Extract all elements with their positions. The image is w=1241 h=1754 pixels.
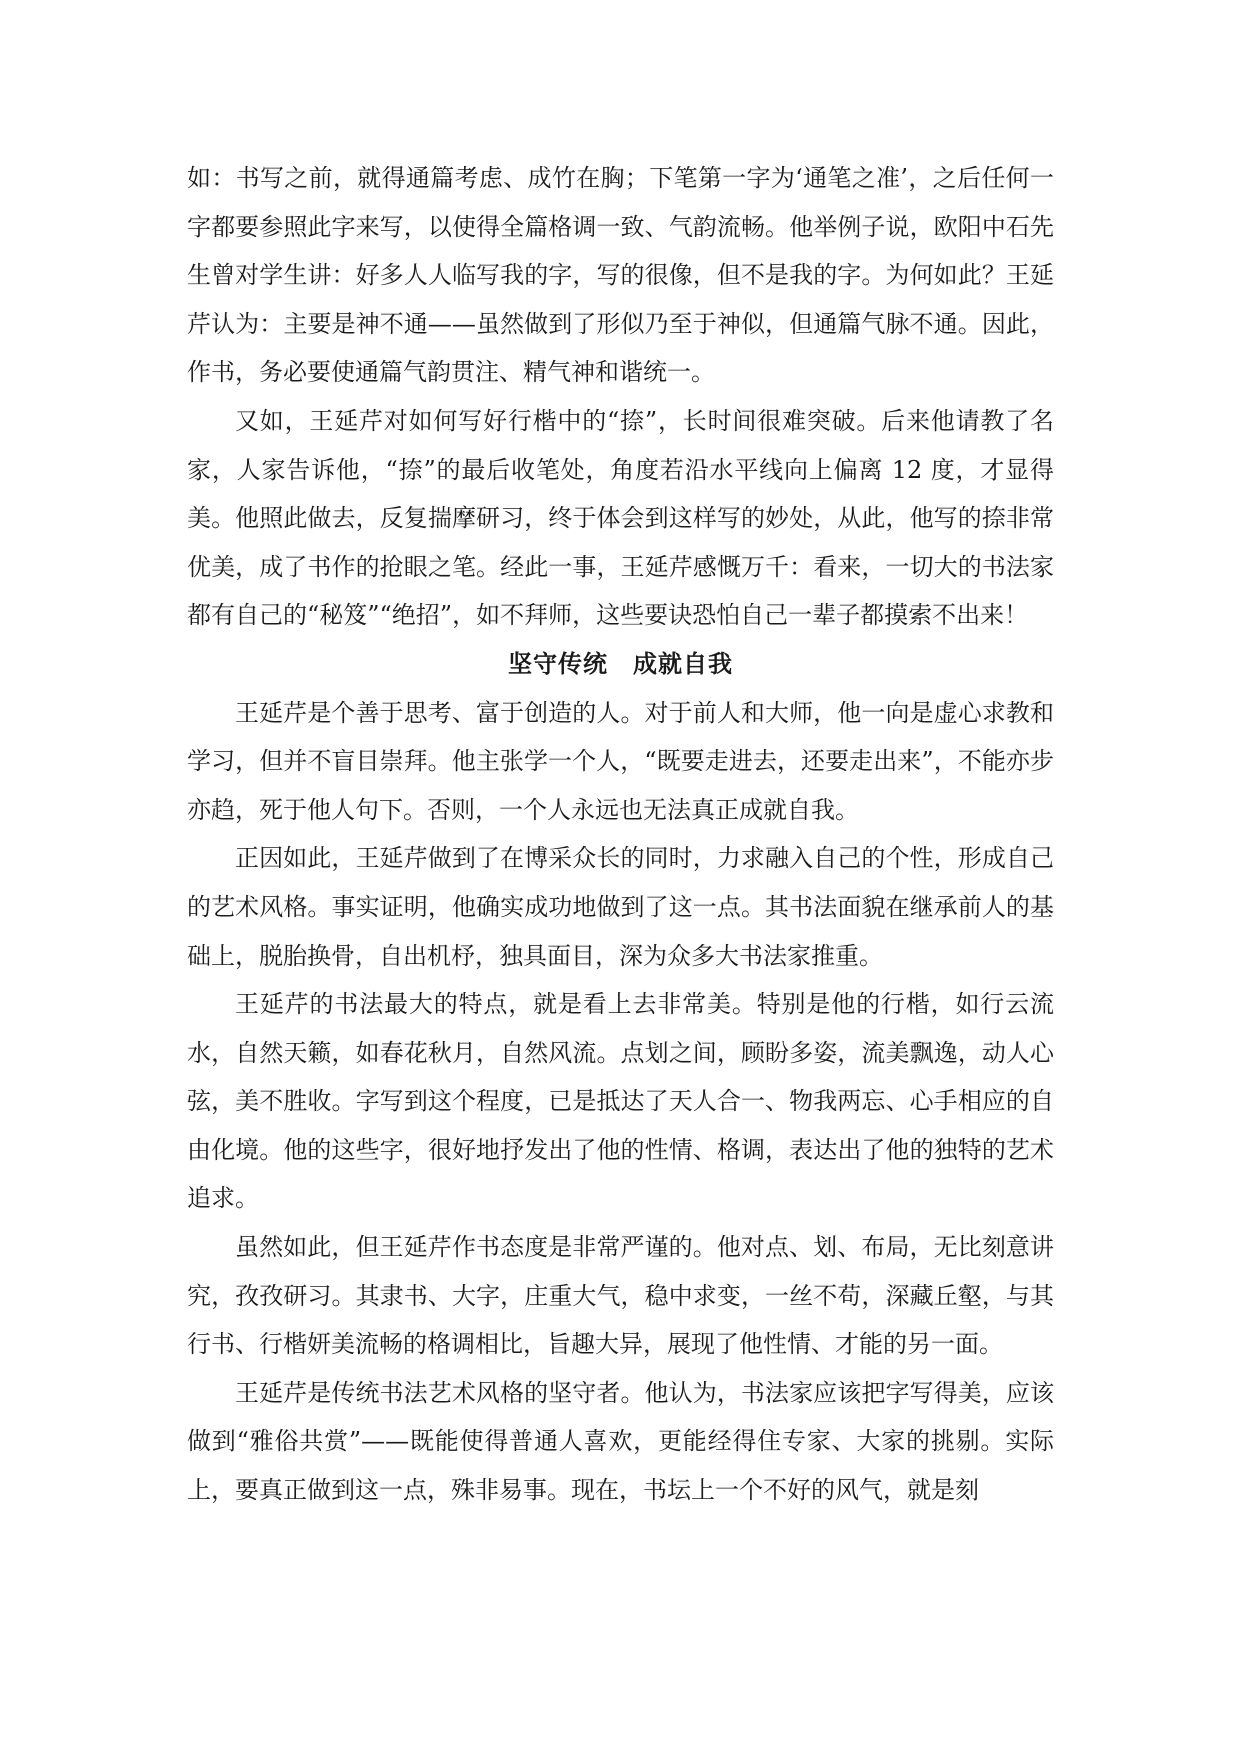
paragraph: 如：书写之前，就得通篇考虑、成竹在胸；下笔第一字为‘通笔之准’，之后任何一字都要参照此字来写，以使得全篇格调一致、气韵流畅。他举例子说，欧阳中石先生曾对学生讲：好多人人临写我的字，写的很像，但不是我的字。为何如此？王延芹认为：主要是神不通——虽然做到了形似乃至于神似，但通篇气脉不通。因此，作书，务必要使通篇气韵贯注、精气神和谐统一。 [187, 164, 1054, 387]
paragraph: 正因如此，王延芹做到了在博采众长的同时，力求融入自己的个性，形成自己的艺术风格。事实证明，他确实成功地做到了这一点。其书法面貌在继承前人的基础上，脱胎换骨，自出机杼，独具面目，深为众多大书法家推重。 [187, 844, 1054, 970]
document-page [187, 154, 1054, 1515]
paragraph: 又如，王延芹对如何写好行楷中的“捺”，长时间很难突破。后来他请教了名家，人家告诉他，“捺”的最后收笔处，角度若沿水平线向上偏离 12 度，才显得美。他照此做去，反复揣摩研习，终于体会到这样写的妙处，从此，他写的捺非常优美，成了书作的抢眼之笔。经此一事，王延芹感慨万千：看来，一切大的书法家都有自己的“秘笈”“绝招”，如不拜师，这些要诀恐怕自己一辈子都摸索不出来！ [187, 406, 1054, 630]
paragraph: 王延芹是传统书法艺术风格的坚守者。他认为，书法家应该把字写得美，应该做到“雅俗共赏”——既能使得普通人喜欢，更能经得住专家、大家的挑剔。实际上，要真正做到这一点，殊非易事。现在，书坛上一个不好的风气，就是刻 [187, 1378, 1054, 1505]
paragraph: 虽然如此，但王延芹作书态度是非常严谨的。他对点、划、布局，无比刻意讲究，孜孜研习。其隶书、大字，庄重大气，稳中求变，一丝不苟，深藏丘壑，与其行书、行楷妍美流畅的格调相比，旨趣大异，展现了他性情、才能的另一面。 [187, 1233, 1054, 1359]
paragraph: 王延芹是个善于思考、富于创造的人。对于前人和大师，他一向是虚心求教和学习，但并不盲目崇拜。他主张学一个人，“既要走进去，还要走出来”，不能亦步亦趋，死于他人句下。否则，一个人永远也无法真正成就自我。 [187, 698, 1054, 824]
paragraph: 王延芹的书法最大的特点，就是看上去非常美。特别是他的行楷，如行云流水，自然天籁，如春花秋月，自然风流。点划之间，顾盼多姿，流美飘逸，动人心弦，美不胜收。字写到这个程度，已是抵达了天人合一、物我两忘、心手相应的自由化境。他的这些字，很好地抒发出了他的性情、格调，表达出了他的独特的艺术追求。 [187, 990, 1054, 1213]
section-title: 坚守传统 成就自我 [508, 649, 733, 678]
